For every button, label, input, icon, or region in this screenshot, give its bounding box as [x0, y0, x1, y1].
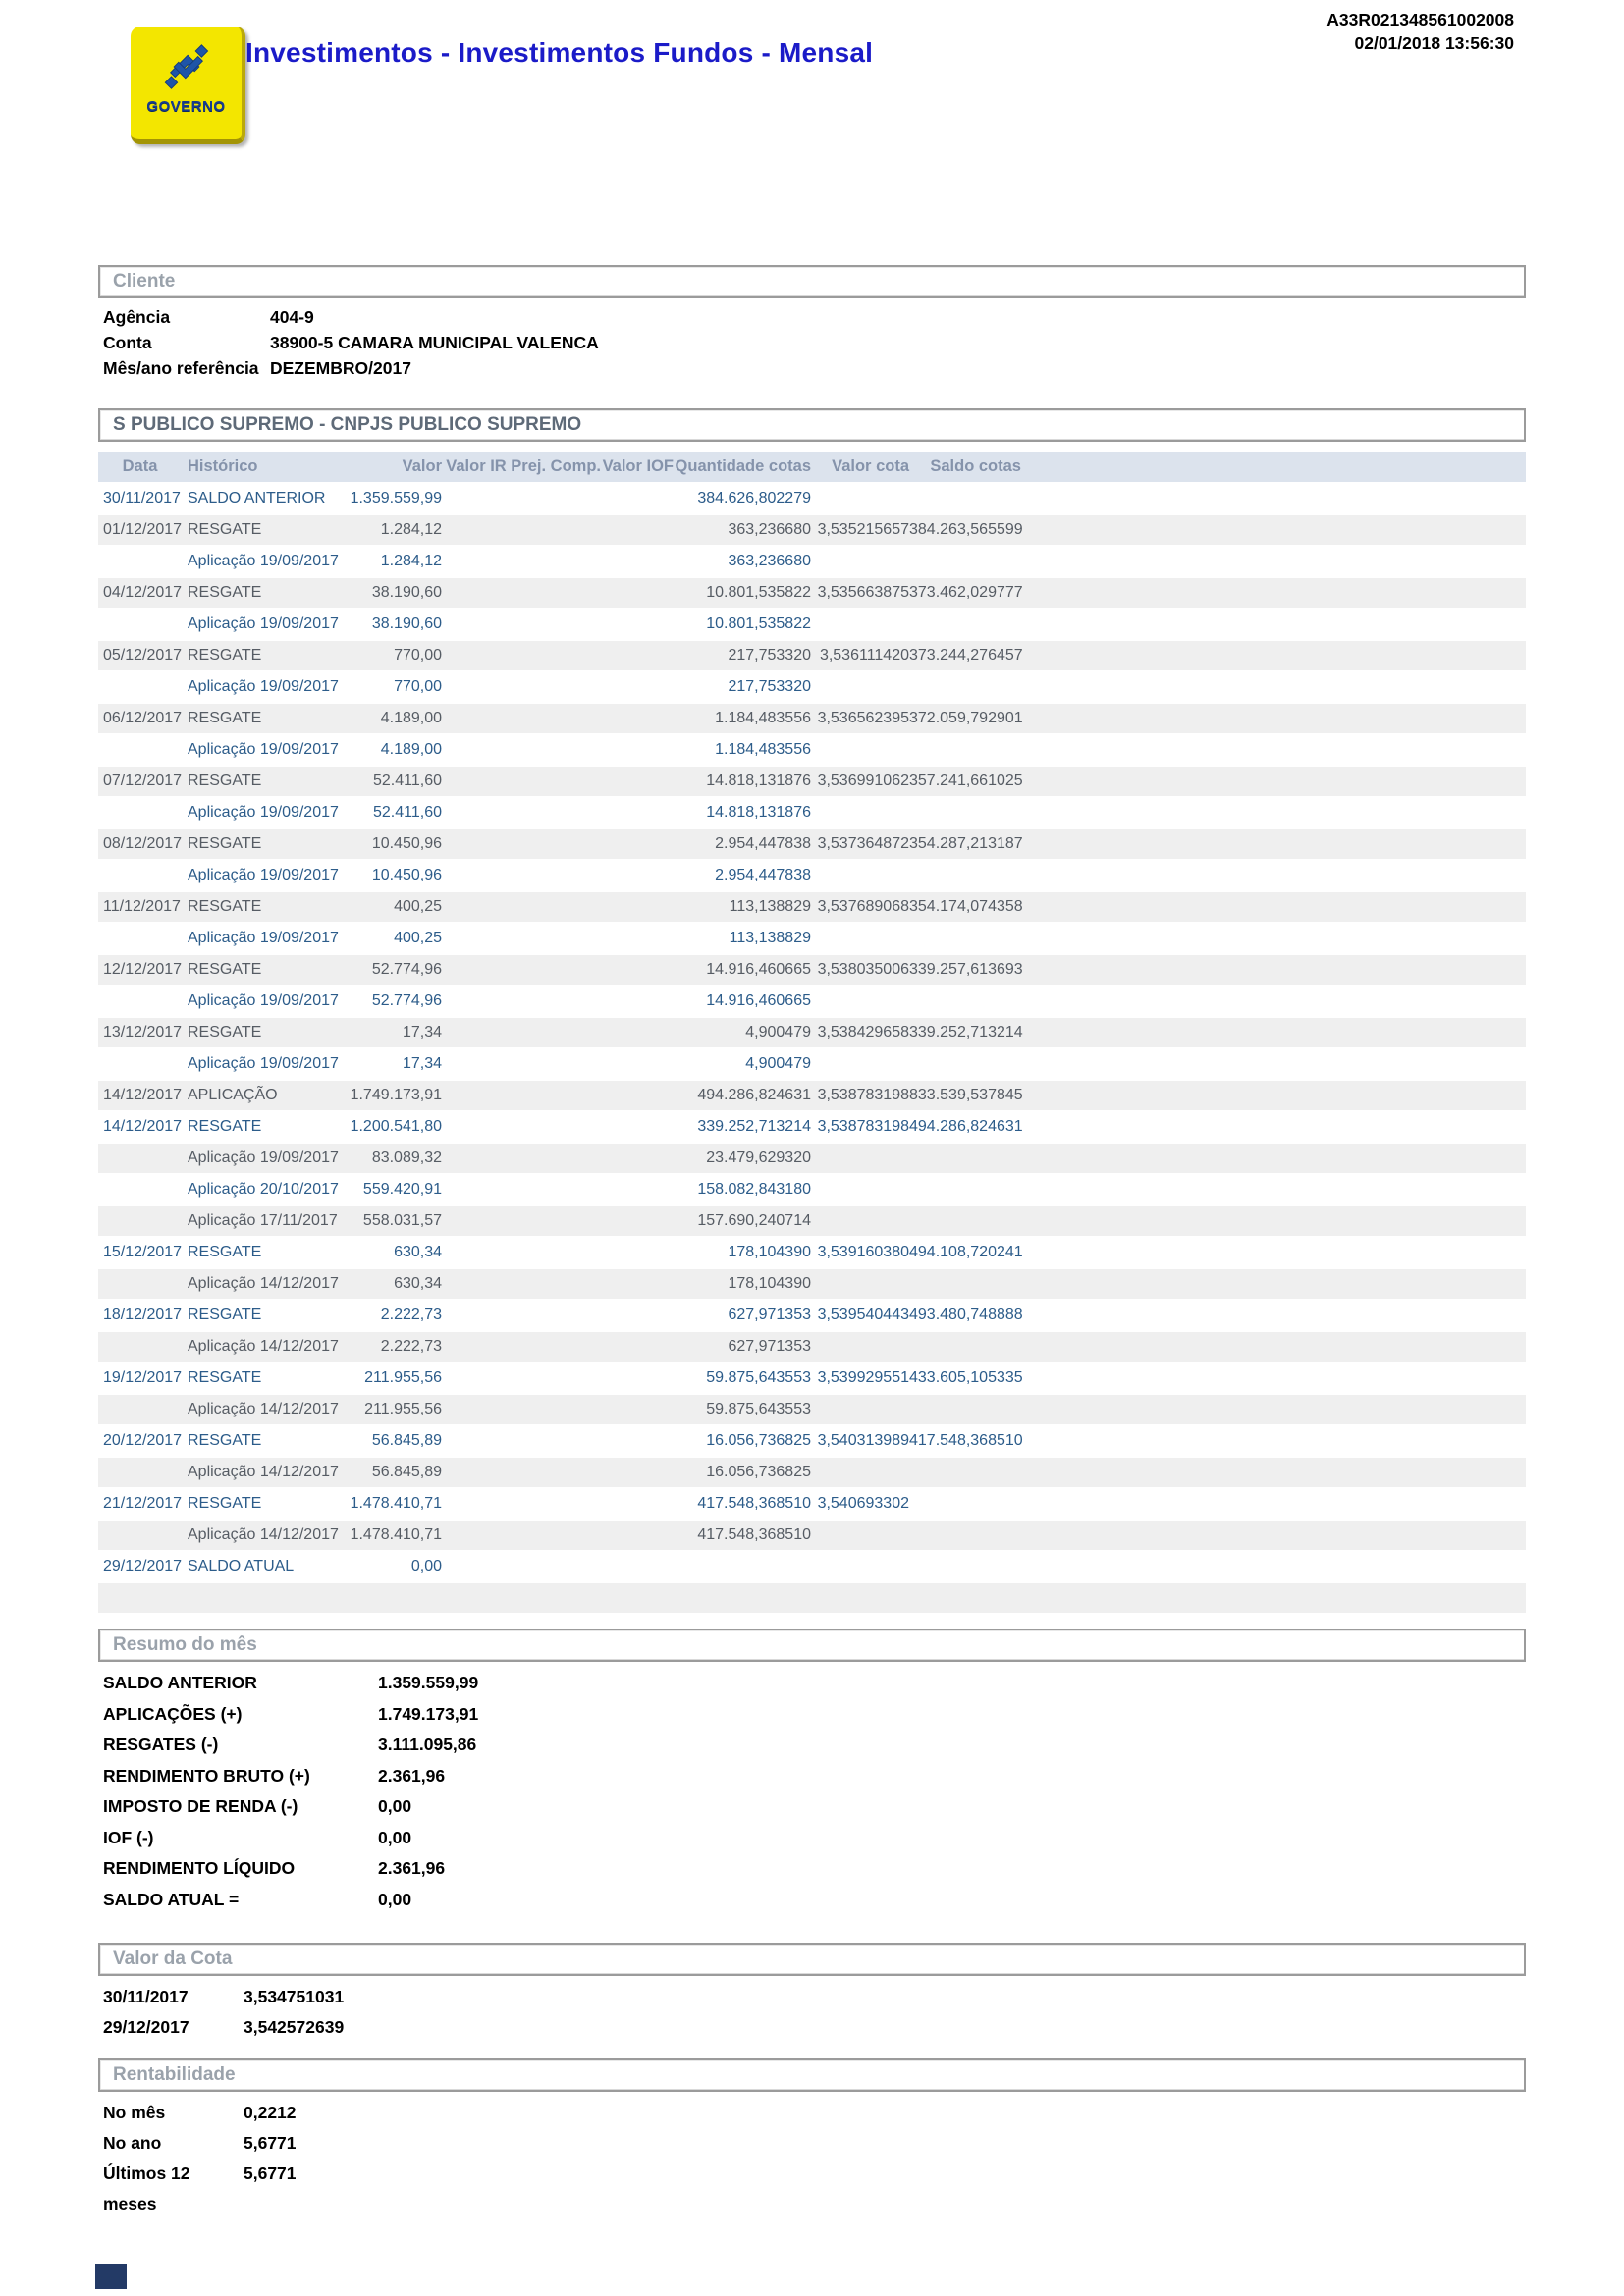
cell-valor: 52.411,60	[373, 804, 442, 821]
cell-data: 06/12/2017	[103, 710, 183, 726]
table-row	[98, 953, 1526, 985]
cell-historico: RESGATE	[188, 773, 262, 789]
column-header-valor: Valor	[402, 457, 442, 475]
table-row	[98, 1487, 1526, 1519]
section-header-cliente	[98, 265, 1526, 298]
section-title: Valor da Cota	[113, 1949, 233, 1969]
cell-quantidade-cotas: 158.082,843180	[697, 1181, 811, 1198]
cell-valor: 0,00	[410, 1558, 442, 1575]
cell-quantidade-cotas: 59.875,643553	[706, 1369, 811, 1386]
cell-valor-cota: 3,536562395	[817, 710, 909, 726]
table-row	[98, 1550, 1526, 1581]
logo-caption: GOVERNO	[146, 98, 226, 115]
field-label: SALDO ATUAL =	[103, 1889, 240, 1909]
cell-valor-cota: 3,538429658	[817, 1024, 909, 1041]
cell-data: 15/12/2017	[103, 1244, 183, 1260]
key-value-row	[103, 1668, 1526, 1699]
key-value-row	[103, 304, 1526, 330]
field-label: Mês/ano referência	[103, 358, 259, 378]
cell-valor-cota: 3,540693302	[817, 1495, 909, 1512]
field-label: IMPOSTO DE RENDA (-)	[103, 1796, 298, 1816]
cell-historico: Aplicação 20/10/2017	[188, 1181, 339, 1198]
cell-valor: 52.411,60	[373, 773, 442, 789]
cell-valor: 559.420,91	[362, 1181, 442, 1198]
field-value: 404-9	[270, 307, 314, 327]
cell-historico: Aplicação 14/12/2017	[188, 1401, 339, 1417]
cell-valor-cota: 3,539160380	[817, 1244, 909, 1260]
cell-historico: Aplicação 19/09/2017	[188, 678, 339, 695]
cell-valor: 630,34	[394, 1244, 442, 1260]
table-row	[98, 1079, 1526, 1110]
cell-historico: Aplicação 19/09/2017	[188, 553, 339, 569]
cell-historico: Aplicação 19/09/2017	[188, 1149, 339, 1166]
statement-page	[98, 0, 1526, 2219]
key-value-row	[103, 1791, 1526, 1823]
cell-quantidade-cotas: 178,104390	[728, 1275, 811, 1292]
field-label: APLICAÇÕES (+)	[103, 1703, 243, 1724]
table-row	[98, 985, 1526, 1016]
cell-saldo-cotas: 372.059,792901	[909, 710, 1023, 726]
cell-quantidade-cotas: 14.818,131876	[706, 804, 811, 821]
section-header-fund	[98, 408, 1526, 442]
table-row	[98, 765, 1526, 796]
cell-valor-cota: 3,537364872	[817, 835, 909, 852]
cell-valor: 1.478.410,71	[350, 1526, 442, 1543]
resumo-info	[98, 1662, 1526, 1915]
field-label: RENDIMENTO LÍQUIDO	[103, 1858, 296, 1878]
section-header-resumo	[98, 1629, 1526, 1662]
field-label: No mês	[103, 2103, 166, 2122]
cell-valor: 1.478.410,71	[350, 1495, 442, 1512]
field-label: Agência	[103, 307, 171, 327]
column-header-quantidade-cotas: Quantidade cotas	[675, 457, 811, 475]
cell-quantidade-cotas: 157.690,240714	[697, 1212, 811, 1229]
cell-historico: RESGATE	[188, 710, 262, 726]
cell-saldo-cotas: 433.605,105335	[909, 1369, 1023, 1386]
cell-data: 11/12/2017	[103, 898, 181, 915]
cell-valor: 10.450,96	[371, 835, 442, 852]
table-row	[98, 733, 1526, 765]
table-row	[98, 1519, 1526, 1550]
cell-valor: 211.955,56	[364, 1401, 442, 1417]
cell-valor: 56.845,89	[371, 1464, 442, 1480]
cell-saldo-cotas: 493.480,748888	[909, 1307, 1023, 1323]
cell-quantidade-cotas: 4,900479	[745, 1055, 811, 1072]
cell-valor: 770,00	[394, 647, 442, 664]
cell-historico: RESGATE	[188, 1244, 262, 1260]
key-value-row	[103, 2128, 1526, 2159]
cell-data: 14/12/2017	[103, 1118, 183, 1135]
field-value: 0,00	[378, 1827, 412, 1847]
table-row	[98, 1299, 1526, 1330]
table-row	[98, 576, 1526, 608]
cell-valor-cota: 3,537689068	[817, 898, 909, 915]
cell-historico: Aplicação 14/12/2017	[188, 1464, 339, 1480]
cell-historico: RESGATE	[188, 1369, 262, 1386]
table-header-row	[98, 452, 1526, 482]
spacer	[98, 1915, 1526, 1943]
table-row-empty	[98, 1581, 1526, 1613]
column-header-valor-iof: Valor IOF	[602, 457, 674, 475]
rentabilidade-info	[98, 2092, 1526, 2219]
cell-historico: RESGATE	[188, 1495, 262, 1512]
cell-data: 21/12/2017	[103, 1495, 183, 1512]
cell-historico: SALDO ATUAL	[188, 1558, 295, 1575]
cell-historico: Aplicação 14/12/2017	[188, 1275, 339, 1292]
cell-data: 05/12/2017	[103, 647, 183, 664]
cell-quantidade-cotas: 2.954,447838	[715, 835, 811, 852]
cell-quantidade-cotas: 363,236680	[728, 521, 811, 538]
spacer	[98, 442, 1526, 452]
table-row	[98, 702, 1526, 733]
cell-saldo-cotas: 373.462,029777	[909, 584, 1023, 601]
cell-quantidade-cotas: 23.479,629320	[706, 1149, 811, 1166]
cell-data: 14/12/2017	[103, 1087, 183, 1103]
cell-quantidade-cotas: 417.548,368510	[697, 1495, 811, 1512]
table-row	[98, 1267, 1526, 1299]
cell-historico: RESGATE	[188, 584, 262, 601]
cell-saldo-cotas: 384.263,565599	[909, 521, 1023, 538]
cell-quantidade-cotas: 339.252,713214	[697, 1118, 811, 1135]
page-header	[98, 0, 1526, 265]
table-row	[98, 1047, 1526, 1079]
field-label: 29/12/2017	[103, 2017, 189, 2037]
bank-logo	[131, 27, 245, 144]
cell-historico: RESGATE	[188, 1024, 262, 1041]
column-header-valor-cota: Valor cota	[832, 457, 909, 475]
cell-data: 13/12/2017	[103, 1024, 183, 1041]
cell-saldo-cotas: 354.174,074358	[909, 898, 1023, 915]
cell-quantidade-cotas: 14.916,460665	[706, 992, 811, 1009]
cell-valor-cota: 3,538783198	[817, 1118, 909, 1135]
column-header-saldo-cotas: Saldo cotas	[930, 457, 1021, 475]
cell-saldo-cotas: 833.539,537845	[909, 1087, 1023, 1103]
cell-valor: 4.189,00	[380, 741, 442, 758]
section-title: Rentabilidade	[113, 2064, 236, 2085]
cell-data: 08/12/2017	[103, 835, 183, 852]
key-value-row	[103, 2012, 1526, 2043]
document-code: A33R021348561002008	[1326, 10, 1514, 29]
key-value-row	[103, 1761, 1526, 1792]
cell-historico: RESGATE	[188, 898, 262, 915]
cell-valor: 2.222,73	[380, 1338, 442, 1355]
cell-historico: RESGATE	[188, 647, 262, 664]
cell-valor: 52.774,96	[371, 992, 442, 1009]
field-label: Conta	[103, 333, 152, 352]
cell-data: 20/12/2017	[103, 1432, 183, 1449]
key-value-row	[103, 2159, 1526, 2219]
column-header-data: Data	[122, 457, 158, 475]
cell-historico: Aplicação 19/09/2017	[188, 615, 339, 632]
cell-data: 30/11/2017	[103, 490, 181, 507]
table-row	[98, 1362, 1526, 1393]
table-row	[98, 1330, 1526, 1362]
table-row	[98, 1142, 1526, 1173]
field-value: 2.361,96	[378, 1765, 446, 1786]
footer-page-mark	[95, 2264, 127, 2289]
cell-valor: 83.089,32	[371, 1149, 442, 1166]
table-row	[98, 482, 1526, 513]
cell-saldo-cotas: 354.287,213187	[909, 835, 1023, 852]
cell-quantidade-cotas: 59.875,643553	[706, 1401, 811, 1417]
field-value: 0,00	[378, 1796, 412, 1816]
section-header-valor-cota	[98, 1943, 1526, 1976]
cliente-info	[98, 298, 1526, 381]
cell-quantidade-cotas: 14.916,460665	[706, 961, 811, 978]
column-header-valor-ir: Valor IR Prej. Comp.	[446, 457, 601, 475]
field-label: Últimos 12 meses	[103, 2163, 190, 2214]
cell-quantidade-cotas: 14.818,131876	[706, 773, 811, 789]
cell-historico: RESGATE	[188, 1307, 262, 1323]
table-row	[98, 1204, 1526, 1236]
cell-valor: 558.031,57	[362, 1212, 442, 1229]
cell-valor: 1.359.559,99	[350, 490, 442, 507]
cell-data: 29/12/2017	[103, 1558, 183, 1575]
cell-valor-cota: 3,539929551	[817, 1369, 909, 1386]
cell-quantidade-cotas: 363,236680	[728, 553, 811, 569]
cell-valor: 4.189,00	[380, 710, 442, 726]
cell-valor: 400,25	[394, 930, 442, 946]
table-row	[98, 1456, 1526, 1487]
cell-historico: Aplicação 19/09/2017	[188, 741, 339, 758]
cell-quantidade-cotas: 627,971353	[728, 1338, 811, 1355]
cell-valor-cota: 3,538783198	[817, 1087, 909, 1103]
spacer	[98, 381, 1526, 408]
cell-quantidade-cotas: 217,753320	[728, 647, 811, 664]
cell-quantidade-cotas: 10.801,535822	[706, 584, 811, 601]
field-value: 2.361,96	[378, 1858, 446, 1878]
field-value: 3,534751031	[244, 1987, 345, 2006]
cell-quantidade-cotas: 2.954,447838	[715, 867, 811, 883]
table-row	[98, 890, 1526, 922]
field-value: 5,6771	[244, 2163, 297, 2183]
cell-historico: Aplicação 17/11/2017	[188, 1212, 338, 1229]
field-value: 3.111.095,86	[378, 1735, 477, 1754]
field-label: RENDIMENTO BRUTO (+)	[103, 1765, 310, 1786]
cell-saldo-cotas: 339.252,713214	[909, 1024, 1023, 1041]
cell-historico: Aplicação 14/12/2017	[188, 1526, 339, 1543]
table-row	[98, 1424, 1526, 1456]
table-row	[98, 639, 1526, 670]
field-value: 0,00	[378, 1889, 412, 1909]
cell-saldo-cotas: 494.108,720241	[909, 1244, 1023, 1260]
key-value-row	[103, 330, 1526, 355]
cell-saldo-cotas: 494.286,824631	[909, 1118, 1023, 1135]
column-header-historico: Histórico	[188, 457, 258, 475]
cell-quantidade-cotas: 4,900479	[745, 1024, 811, 1041]
cell-historico: RESGATE	[188, 1432, 262, 1449]
field-label: No ano	[103, 2133, 162, 2153]
table-row	[98, 1016, 1526, 1047]
section-title: Resumo do mês	[113, 1634, 257, 1655]
fund-table	[98, 452, 1526, 1613]
field-value: 5,6771	[244, 2133, 297, 2153]
section-header-rentabilidade	[98, 2058, 1526, 2092]
page-title: Investimentos - Investimentos Fundos - Mensal	[245, 37, 874, 68]
cell-valor-cota: 3,536111420	[819, 647, 909, 664]
cell-quantidade-cotas: 1.184,483556	[715, 710, 811, 726]
field-value: 1.359.559,99	[378, 1673, 479, 1692]
key-value-row	[103, 2098, 1526, 2128]
cell-valor: 17,34	[402, 1024, 442, 1041]
spacer	[98, 1613, 1526, 1629]
table-row	[98, 1236, 1526, 1267]
table-row	[98, 545, 1526, 576]
cell-historico: RESGATE	[188, 1118, 262, 1135]
table-row	[98, 859, 1526, 890]
cell-quantidade-cotas: 627,971353	[728, 1307, 811, 1323]
cell-valor: 400,25	[394, 898, 442, 915]
spacer	[98, 2043, 1526, 2058]
cell-quantidade-cotas: 494.286,824631	[697, 1087, 811, 1103]
cell-data: 18/12/2017	[103, 1307, 183, 1323]
cell-valor: 1.284,12	[380, 553, 442, 569]
cell-saldo-cotas: 417.548,368510	[909, 1432, 1023, 1449]
cell-quantidade-cotas: 10.801,535822	[706, 615, 811, 632]
cell-valor: 10.450,96	[371, 867, 442, 883]
cell-quantidade-cotas: 178,104390	[728, 1244, 811, 1260]
cell-historico: Aplicação 19/09/2017	[188, 867, 339, 883]
cell-valor-cota: 3,536991062	[817, 773, 909, 789]
cell-historico: RESGATE	[188, 961, 262, 978]
table-row	[98, 1393, 1526, 1424]
cell-historico: Aplicação 19/09/2017	[188, 930, 339, 946]
valor-cota-info	[98, 1976, 1526, 2043]
field-label: RESGATES (-)	[103, 1735, 219, 1754]
cell-quantidade-cotas: 384.626,802279	[697, 490, 811, 507]
fund-title: S PUBLICO SUPREMO - CNPJS PUBLICO SUPREMO	[113, 414, 582, 435]
field-value: 0,2212	[244, 2103, 297, 2122]
cell-saldo-cotas: 373.244,276457	[909, 647, 1023, 664]
cell-quantidade-cotas: 217,753320	[728, 678, 811, 695]
field-label: SALDO ANTERIOR	[103, 1673, 257, 1692]
table-row	[98, 828, 1526, 859]
cell-valor: 56.845,89	[371, 1432, 442, 1449]
cell-valor-cota: 3,539540443	[817, 1307, 909, 1323]
field-label: 30/11/2017	[103, 1987, 189, 2006]
table-row	[98, 513, 1526, 545]
field-value: 1.749.173,91	[378, 1703, 479, 1724]
cell-historico: Aplicação 19/09/2017	[188, 992, 339, 1009]
cell-historico: APLICAÇÃO	[188, 1087, 278, 1103]
cell-historico: SALDO ANTERIOR	[188, 490, 326, 507]
cell-data: 19/12/2017	[103, 1369, 183, 1386]
cell-quantidade-cotas: 113,138829	[729, 898, 811, 915]
field-label: IOF (-)	[103, 1827, 154, 1847]
cell-valor: 1.200.541,80	[350, 1118, 442, 1135]
field-value: 38900-5 CAMARA MUNICIPAL VALENCA	[270, 333, 599, 352]
cell-quantidade-cotas: 113,138829	[729, 930, 811, 946]
table-row	[98, 670, 1526, 702]
table-row	[98, 922, 1526, 953]
cell-quantidade-cotas: 1.184,483556	[715, 741, 811, 758]
cell-valor: 211.955,56	[364, 1369, 442, 1386]
cell-valor: 1.284,12	[380, 521, 442, 538]
cell-data: 07/12/2017	[103, 773, 183, 789]
cell-valor: 2.222,73	[380, 1307, 442, 1323]
cell-quantidade-cotas: 16.056,736825	[706, 1464, 811, 1480]
table-row	[98, 608, 1526, 639]
key-value-row	[103, 1823, 1526, 1854]
cell-data: 12/12/2017	[103, 961, 183, 978]
cell-historico: Aplicação 19/09/2017	[188, 804, 339, 821]
cell-valor: 1.749.173,91	[350, 1087, 442, 1103]
field-value: 3,542572639	[244, 2017, 345, 2037]
cell-historico: RESGATE	[188, 521, 262, 538]
section-title: Cliente	[113, 271, 176, 292]
cell-saldo-cotas: 339.257,613693	[909, 961, 1023, 978]
cell-data: 04/12/2017	[103, 584, 183, 601]
key-value-row	[103, 1982, 1526, 2012]
table-row	[98, 796, 1526, 828]
key-value-row	[103, 355, 1526, 381]
cell-valor: 52.774,96	[371, 961, 442, 978]
cell-historico: RESGATE	[188, 835, 262, 852]
cell-quantidade-cotas: 417.548,368510	[697, 1526, 811, 1543]
key-value-row	[103, 1730, 1526, 1761]
cell-historico: Aplicação 19/09/2017	[188, 1055, 339, 1072]
cell-valor: 770,00	[394, 678, 442, 695]
document-meta	[1326, 8, 1514, 55]
cell-valor: 17,34	[402, 1055, 442, 1072]
cell-valor: 38.190,60	[371, 615, 442, 632]
cell-valor-cota: 3,540313989	[817, 1432, 909, 1449]
key-value-row	[103, 1853, 1526, 1885]
cell-valor-cota: 3,535663875	[817, 584, 909, 601]
cell-saldo-cotas: 357.241,661025	[909, 773, 1023, 789]
table-row	[98, 1110, 1526, 1142]
cell-valor-cota: 3,535215657	[817, 521, 909, 538]
key-value-row	[103, 1885, 1526, 1916]
cell-valor: 38.190,60	[371, 584, 442, 601]
cell-quantidade-cotas: 16.056,736825	[706, 1432, 811, 1449]
key-value-row	[103, 1699, 1526, 1731]
banco-do-brasil-icon	[159, 39, 214, 94]
table-row	[98, 1173, 1526, 1204]
field-value: DEZEMBRO/2017	[270, 358, 411, 378]
cell-historico: Aplicação 14/12/2017	[188, 1338, 339, 1355]
table-body	[98, 482, 1526, 1581]
document-timestamp: 02/01/2018 13:56:30	[1354, 33, 1514, 53]
cell-data: 01/12/2017	[103, 521, 183, 538]
cell-valor: 630,34	[394, 1275, 442, 1292]
cell-valor-cota: 3,538035006	[817, 961, 909, 978]
